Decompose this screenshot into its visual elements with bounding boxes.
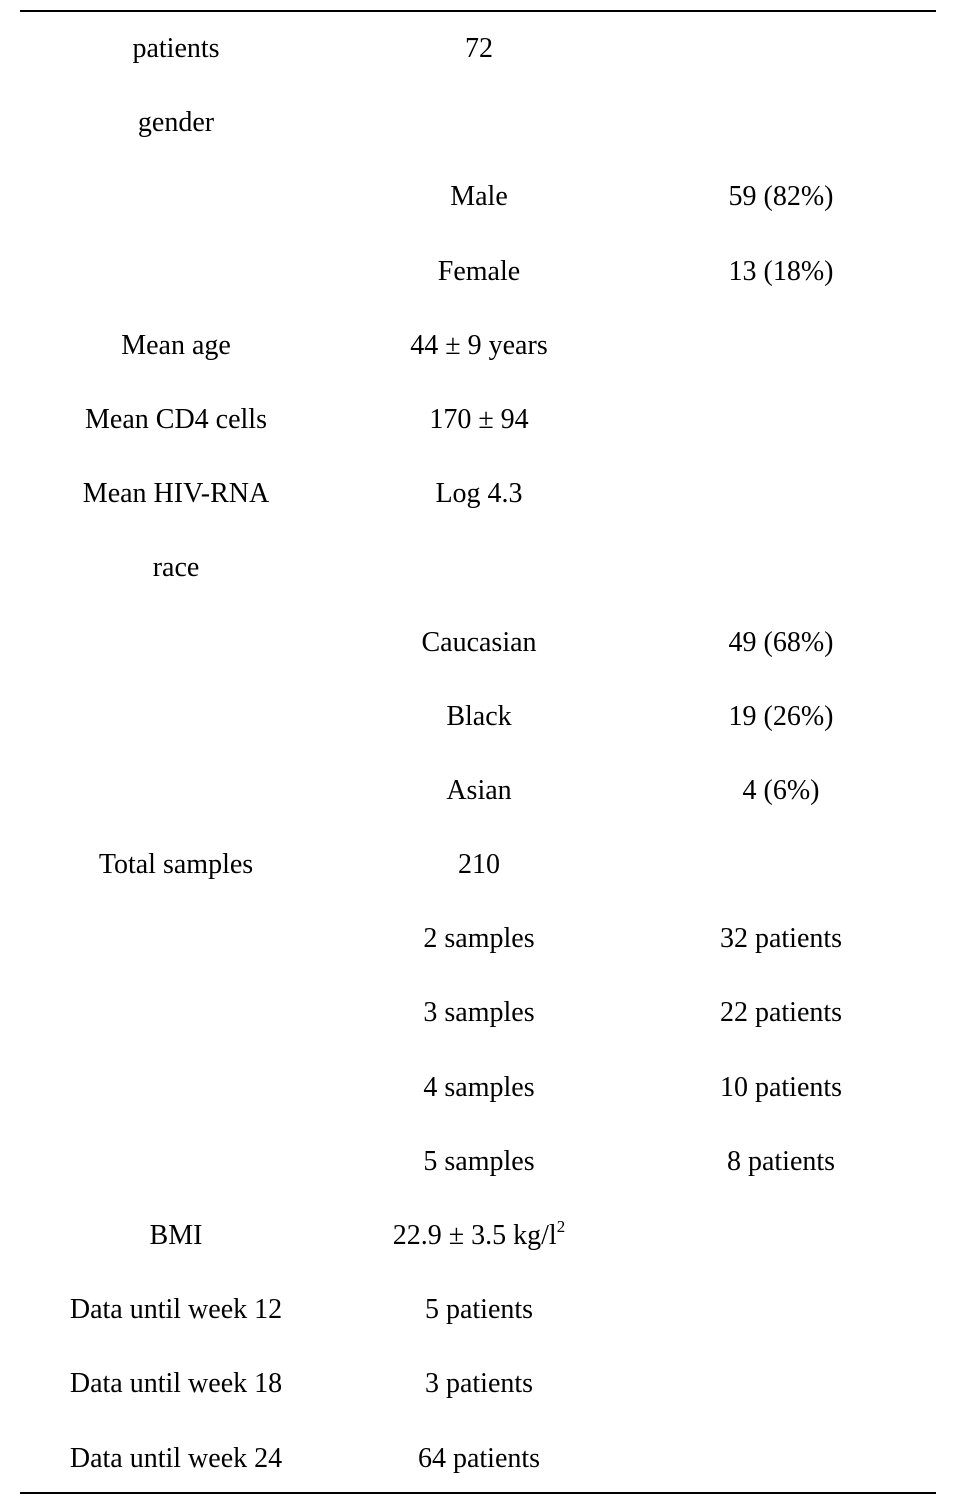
table-row (20, 976, 936, 1050)
row-label (20, 902, 332, 976)
row-value: 4 samples (423, 1071, 535, 1103)
table-row (20, 1347, 936, 1421)
row-value: 5 patients (424, 1294, 534, 1326)
row-detail (626, 12, 936, 86)
row-detail (626, 1273, 936, 1347)
table-row (20, 160, 936, 234)
row-label: Data until week 12 (69, 1294, 283, 1326)
row-value: Log 4.3 (435, 478, 523, 510)
table-row (20, 235, 936, 309)
row-value: 2 samples (423, 923, 535, 955)
row-value (332, 86, 626, 160)
row-detail: 19 (26%) (728, 700, 834, 732)
row-detail: 10 patients (719, 1071, 843, 1103)
row-detail: 8 patients (726, 1145, 836, 1177)
row-label (20, 1051, 332, 1125)
row-detail (626, 1199, 936, 1273)
table-row (20, 12, 936, 86)
table-bottom-rule (20, 1492, 936, 1494)
row-detail: 32 patients (719, 923, 843, 955)
table-row (20, 754, 936, 828)
table-row (20, 1422, 936, 1496)
row-label: Total samples (98, 849, 254, 881)
row-value: 72 (465, 33, 493, 64)
row-label (20, 976, 332, 1050)
table-row (20, 309, 936, 383)
row-label: Mean age (121, 329, 231, 361)
row-detail: 49 (68%) (728, 626, 834, 658)
row-value: Caucasian (421, 626, 537, 658)
patient-characteristics-table (20, 12, 936, 1496)
row-detail: 13 (18%) (728, 255, 834, 287)
row-value: 44 ± 9 years (410, 329, 548, 361)
row-detail: 59 (82%) (728, 181, 834, 213)
row-value: Female (437, 255, 521, 287)
row-detail (626, 309, 936, 383)
table-row (20, 531, 936, 605)
table-row (20, 902, 936, 976)
bmi-value-text: 22.9 ± 3.5 kg/l (392, 1220, 557, 1251)
row-detail: 4 (6%) (742, 774, 820, 806)
row-detail (626, 383, 936, 457)
row-label (20, 235, 332, 309)
row-value: 5 samples (423, 1145, 535, 1177)
row-detail: 22 patients (719, 997, 843, 1029)
row-label: Mean HIV-RNA (82, 478, 270, 510)
row-label: Mean CD4 cells (85, 403, 267, 435)
row-detail (626, 1422, 936, 1496)
row-label (20, 606, 332, 680)
row-detail (626, 457, 936, 531)
row-value: 3 samples (423, 997, 535, 1029)
row-value: 64 patients (417, 1442, 541, 1474)
row-label (20, 160, 332, 234)
row-value (332, 531, 626, 605)
row-label: Data until week 18 (69, 1368, 283, 1400)
table-row (20, 1051, 936, 1125)
table-row (20, 457, 936, 531)
row-value: 210 (458, 849, 500, 881)
row-label: race (152, 552, 200, 584)
row-label (20, 754, 332, 828)
superscript-exponent: 2 (556, 1217, 566, 1236)
table-row (20, 606, 936, 680)
row-value (332, 1199, 626, 1273)
row-label (20, 680, 332, 754)
row-value: Male (450, 181, 508, 213)
row-value: 3 patients (424, 1368, 534, 1400)
row-detail (626, 1347, 936, 1421)
row-label: patients (132, 33, 220, 64)
row-value: Asian (446, 774, 512, 806)
row-detail (626, 86, 936, 160)
row-label: Data until week 24 (69, 1442, 283, 1474)
row-value: 170 ± 94 (429, 403, 529, 435)
table-row (20, 86, 936, 160)
row-value: Black (446, 700, 512, 732)
table-row (20, 680, 936, 754)
row-label: BMI (149, 1220, 203, 1251)
row-label (20, 1125, 332, 1199)
table-row (20, 1273, 936, 1347)
table-row (20, 383, 936, 457)
row-detail (626, 828, 936, 902)
table-row (20, 1125, 936, 1199)
table-row (20, 1199, 936, 1273)
row-detail (626, 531, 936, 605)
table-row (20, 828, 936, 902)
row-label: gender (137, 107, 215, 139)
